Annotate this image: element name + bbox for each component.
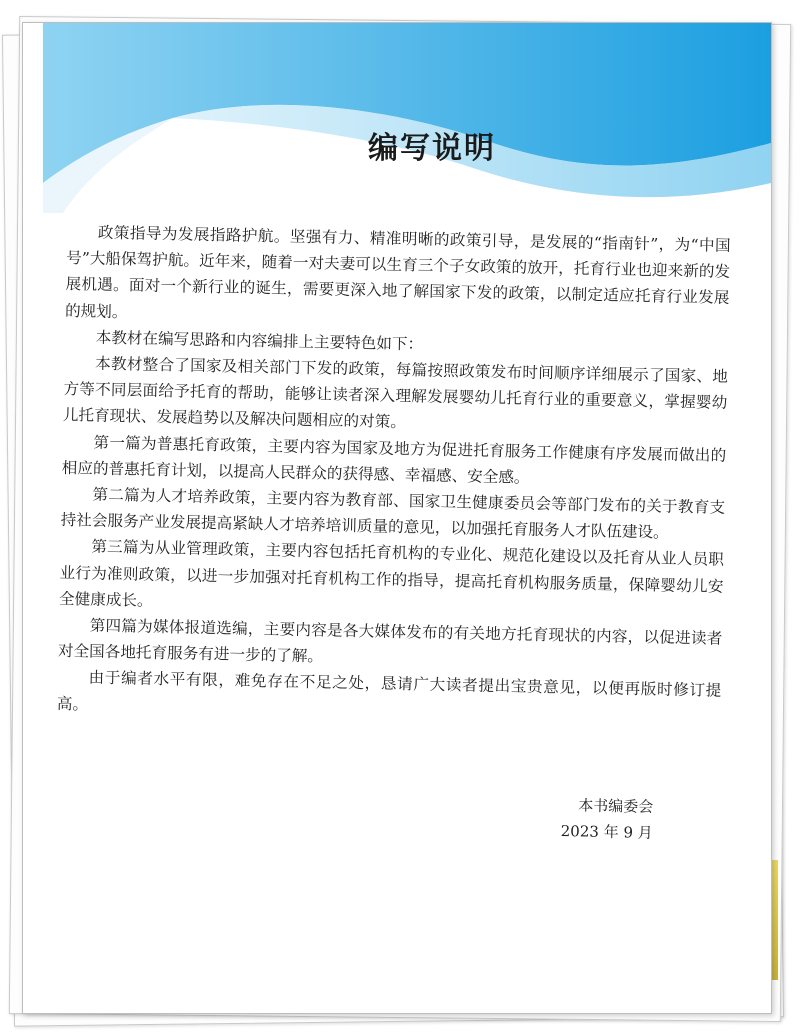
paragraph: 第一篇为普惠托育政策，主要内容为国家及地方为促进托育服务工作健康有序发展而做出的相应的普惠托育计划，以提高人民群众的获得感、幸福感、安全感。 <box>61 433 727 487</box>
document-page <box>22 22 772 1014</box>
signature-date: 2023 年 9 月 <box>560 822 653 842</box>
paragraph: 本教材整合了国家及相关部门下发的政策，每篇按照政策发布时间顺序详细展示了国家、地方等不同层面给予托育的帮助，能够让读者深入理解发展婴幼儿托育行业的重要意义，掌握婴幼儿托育现状、发展趋势以及解决问题相应的对策。 <box>62 354 729 432</box>
document-body <box>57 219 731 731</box>
paragraph: 本教材在编写思路和内容编排上主要特色如下： <box>95 328 424 354</box>
paragraph: 政策指导为发展指路护航。坚强有力、精准明晰的政策引导，是发展的“指南针”，为“中国号”大船保驾护航。近年来，随着一对夫妻可以生育三个子女政策的放开，托育行业也迎来新的发展机遇。面对一个新行业的诞生，需要更深入地了解国家下发的政策，以制定适应托育行业发展的规划。 <box>64 223 731 321</box>
signature-author: 本书编委会 <box>578 796 654 816</box>
page-title: 编写说明 <box>368 131 496 166</box>
paragraph: 第二篇为人才培养政策，主要内容为教育部、国家卫生健康委员会等部门发布的关于教育支持社会服务产业发展提高紧缺人才培养培训质量的意见，以加强托育服务人才队伍建设。 <box>60 485 726 542</box>
signature-block <box>560 792 653 846</box>
paragraph: 由于编者水平有限，难免存在不足之处，恳请广大读者提出宝贵意见，以便再版时修订提高。 <box>56 669 722 714</box>
header-wave-decoration <box>23 23 771 213</box>
paragraph: 第三篇为从业管理政策，主要内容包括托育机构的专业化、规范化建设以及托育从业人员职业行为准则政策，以进一步加强对托育机构工作的指导，提高托育机构服务质量，保障婴幼儿安全健康成长。 <box>58 538 725 610</box>
paragraph: 第四篇为媒体报道选编，主要内容是各大媒体发布的有关地方托育现状的内容，以促进读者对全国各地托育服务有进一步的了解。 <box>57 616 723 666</box>
